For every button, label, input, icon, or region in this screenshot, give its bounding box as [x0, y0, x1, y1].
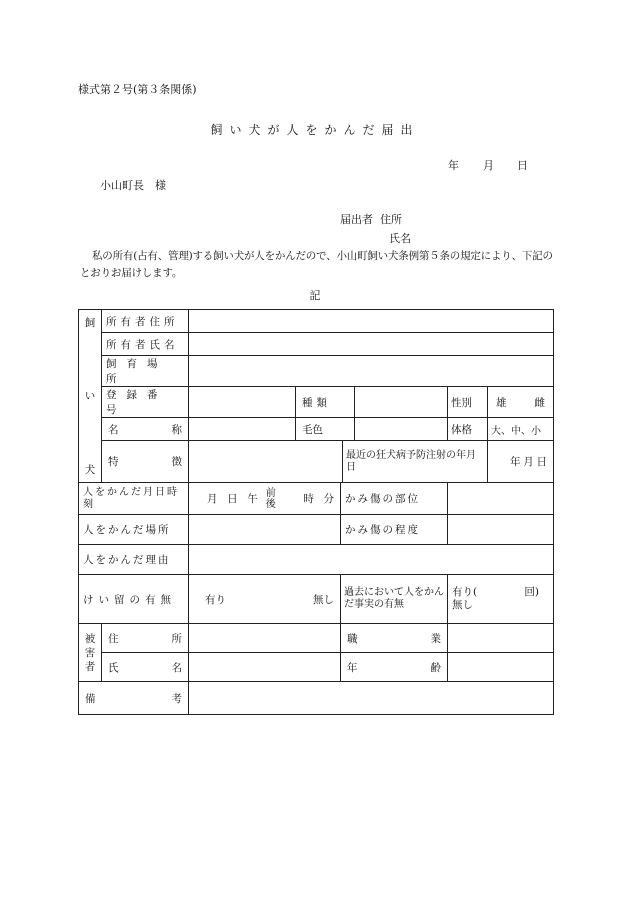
bite-minute-label: 分: [323, 493, 334, 505]
features-field[interactable]: [189, 441, 343, 483]
owner-name-label: 所有者氏名: [102, 333, 189, 356]
occupation-label-cell: [341, 624, 448, 653]
document-title: 飼い犬が人をかんだ届出: [210, 123, 420, 137]
table-row: [79, 515, 554, 545]
detention-label: けい留の有無: [79, 575, 189, 624]
coat-color-label: 毛色: [296, 418, 355, 441]
bite-place-field[interactable]: [189, 515, 341, 545]
build-label: 体格: [448, 418, 488, 441]
occupation-label: 職 業: [347, 632, 441, 645]
rabies-date-field[interactable]: [488, 441, 554, 483]
am-option[interactable]: 前: [265, 487, 276, 499]
notifier-address-line: [340, 211, 402, 227]
owner-name-field[interactable]: [189, 333, 554, 356]
remarks-label: 備 考: [85, 692, 182, 705]
notifier-address-label: 住所: [380, 213, 402, 226]
age-label: 年 齢: [347, 661, 441, 674]
rabies-vaccination-label: 最近の狂犬病予防注射の年月日: [343, 441, 488, 483]
victim-address-label: 住 所: [108, 632, 182, 645]
date-year-label: 年: [448, 159, 459, 172]
detention-no-option[interactable]: 無し: [313, 593, 334, 606]
victim-address-label-cell: [102, 624, 189, 653]
past-bite-label: 過去において人をかんだ事実の有無: [341, 575, 448, 624]
breed-label: 種類: [296, 387, 355, 418]
breeding-place-label: 飼育場所: [102, 356, 189, 387]
victim-char-3: 者: [84, 660, 96, 673]
registration-number-field[interactable]: [189, 387, 296, 418]
owner-address-field[interactable]: [189, 310, 554, 333]
rabies-day-label: 日: [536, 456, 548, 468]
table-row: [79, 575, 554, 624]
features-label-cell: [102, 441, 189, 483]
table-row: [79, 418, 554, 441]
bite-part-label: かみ傷の部位: [341, 483, 448, 515]
form-number: 様式第２号(第３条関係): [78, 83, 197, 96]
victim-name-label: 氏 名: [108, 661, 182, 674]
table-row: [79, 441, 554, 483]
detention-field[interactable]: [189, 575, 341, 624]
notifier-label: 届出者: [340, 213, 373, 226]
breeding-place-field[interactable]: [189, 356, 554, 387]
table-row: [79, 682, 554, 715]
coat-color-field[interactable]: [355, 418, 448, 441]
female-option[interactable]: 雌: [534, 396, 546, 409]
dog-char-2: い: [84, 390, 96, 402]
pm-option[interactable]: 後: [265, 498, 276, 510]
sex-label: 性別: [448, 387, 488, 418]
bite-hour-label: 時: [303, 493, 314, 505]
sex-options[interactable]: [488, 387, 554, 418]
past-bite-field[interactable]: [448, 575, 554, 624]
dog-char-3: 犬: [84, 463, 96, 476]
victim-char-2: 害: [84, 646, 96, 659]
body-text: 私の所有(占有、管理)する飼い犬が人をかんだので、小山町飼い犬条例第５条の規定により、下記のとおりお届けします。: [80, 250, 553, 279]
date-month-label: 月: [483, 159, 494, 172]
past-no-option[interactable]: 無し: [452, 599, 473, 611]
remarks-field[interactable]: [189, 682, 554, 715]
owner-address-label: 所有者住所: [102, 310, 189, 333]
breed-field[interactable]: [355, 387, 448, 418]
table-row: [79, 333, 554, 356]
ki-label: 記: [309, 289, 321, 302]
occupation-field[interactable]: [448, 624, 554, 653]
victim-char-1: 被: [84, 632, 96, 645]
victim-name-field[interactable]: [189, 653, 341, 682]
bite-degree-field[interactable]: [448, 515, 554, 545]
registration-number-label: 登録番号: [102, 387, 189, 418]
dog-section-label: [79, 310, 102, 483]
dog-name-label: 名 称: [108, 423, 182, 436]
detention-yes-option[interactable]: 有り: [205, 593, 226, 606]
victim-address-field[interactable]: [189, 624, 341, 653]
past-times-label: 回): [524, 586, 540, 598]
past-yes-option[interactable]: 有り(: [452, 586, 478, 598]
victim-name-label-cell: [102, 653, 189, 682]
bite-datetime-label: 人をかんだ月日時刻: [79, 483, 189, 515]
dog-char-1: 飼: [84, 316, 96, 329]
table-row: [79, 387, 554, 418]
notifier-name-label: 氏名: [389, 232, 411, 245]
rabies-year-label: 年: [510, 456, 521, 468]
addressee: 小山町長 様: [100, 179, 166, 192]
am-pm-prefix: 午: [247, 493, 258, 505]
dog-name-label-cell: [102, 418, 189, 441]
table-row: [79, 653, 554, 682]
bite-degree-label: かみ傷の程度: [341, 515, 448, 545]
bite-reason-label: 人をかんだ理由: [79, 545, 189, 575]
dog-name-field[interactable]: [189, 418, 296, 441]
bite-part-field[interactable]: [448, 483, 554, 515]
dog-bite-form-table: [78, 309, 554, 715]
table-row: [79, 356, 554, 387]
features-label: 特 徴: [108, 456, 182, 468]
male-option[interactable]: 雄: [496, 396, 507, 409]
am-pm-options[interactable]: [266, 488, 276, 510]
bite-reason-field[interactable]: [189, 545, 554, 575]
build-options[interactable]: 大、中、小: [488, 418, 554, 441]
victim-section-label: [79, 624, 102, 682]
remarks-label-cell: [79, 682, 189, 715]
bite-place-label: 人をかんだ場所: [79, 515, 189, 545]
bite-day-label: 日: [227, 493, 238, 505]
age-field[interactable]: [448, 653, 554, 682]
bite-datetime-field[interactable]: [189, 483, 341, 515]
age-label-cell: [341, 653, 448, 682]
rabies-month-label: 月: [523, 456, 534, 468]
date-day-label: 日: [517, 159, 528, 172]
table-row: [79, 310, 554, 333]
table-row: [79, 624, 554, 653]
bite-month-label: 月: [207, 493, 218, 505]
table-row: [79, 483, 554, 515]
table-row: [79, 545, 554, 575]
